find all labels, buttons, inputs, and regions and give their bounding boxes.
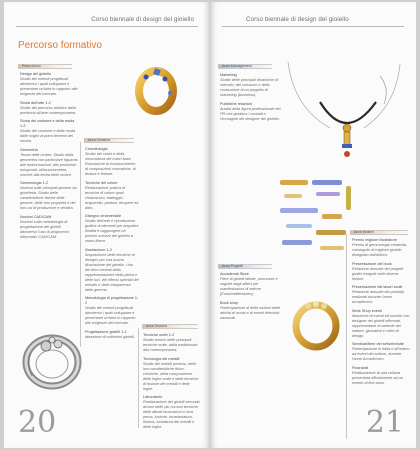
column-area-management <box>220 73 282 125</box>
book-spread <box>4 2 416 448</box>
column-area-tecnica <box>143 333 201 434</box>
course-entry: Illustrazione 1-2 Acquisizione delle tecniche di disegno per una buona illustrazione del gioiello. Uno dei temi centrali della rappresentazione della pietra e delle luci, dei riflessi speciali del metallo e della trasparenza delle gemme. <box>85 247 139 292</box>
course-entry: Nozioni CAD/CAM Nozioni sulla metodologia di progettazione dei gioielli attraverso l'uso di programmi informatici CAD/CAM. <box>20 214 69 239</box>
column-divider <box>346 234 347 439</box>
course-entry: Laboratorio Realizzazione dei gioielli secondo alcune delle più comuni tecniche dalle attuali lavorazioni a cera persa, fusione, incastonatura, finitura, lucidatura dei metalli e delle leghe. <box>143 395 200 429</box>
course-entry: Storia del costume e della moda 1-2 Studio del costume e della moda dalle origini ai primi decenni del secolo. <box>20 119 76 143</box>
column-area-progetti <box>220 272 282 324</box>
tag-label: Area Management <box>222 64 252 68</box>
gold-ring-photo <box>288 292 344 352</box>
course-entry: Storia dell'arte 1-2 Studio del percorso artistico dalla preistoria all'arte contemporanea. <box>20 100 77 115</box>
running-head: Corso biennale di design del gioiello <box>246 16 349 23</box>
tag-label: Area Tecnica <box>146 324 167 328</box>
column-primo-anno <box>20 72 78 243</box>
course-entry: Presentazione dei lavori svolti Relazione annuale dei prototipi realizzati durante l'anno accademico. <box>352 285 405 304</box>
header-rule <box>16 26 198 27</box>
course-entry: Work Shop eventi Ideazione di eventi ed incontri con designer dei gioielli affermati, rappresentanti di aziende del settore, giornalisti e critici di design. <box>352 308 410 338</box>
tag-label: Area Mostre <box>354 230 374 234</box>
tag-label: Area Progetti <box>222 264 243 268</box>
tag-primo-anno <box>18 64 72 69</box>
page-number: 20 <box>18 405 57 440</box>
course-entry: Progettazione gioielli 1-2 Ideazione di collezioni gioielli. <box>85 329 135 339</box>
column-area-mostre <box>352 238 410 389</box>
course-entry: Finanziati Realizzazione di una collana presentata ufficialmente ad un evento di fine anno. <box>352 365 403 385</box>
course-entry: Disegno ornamentale Studio dell'arte e riproduzione grafica di elementi per acquisire fluidità e raggiungere un preciso schizzo del gioiello a mano libera. <box>85 214 139 243</box>
course-entry: Design del gioiello Studio dei metodi progettuali attraverso i quali sviluppare e presentare un'idea in rapporto alle esigenze del mercato. <box>20 72 78 96</box>
tag-label: Area Creativa <box>88 138 110 142</box>
left-page <box>4 2 210 448</box>
course-entry: Tecniche del colore Realizzazione pratica di tecniche di colore quali chiaroscuro, tratteggio, acquerello, pantoni, tempere ed altro. <box>85 180 139 210</box>
silver-ring-sketch <box>18 324 86 392</box>
column-divider <box>80 142 81 347</box>
course-entry: Pubbliche relazioni Analisi della figura professionale del PR che gestisce i contatti e l'immagine del designer del gioiello. <box>220 101 281 121</box>
course-entry: Cromatologia Studio dei colori e della mescolanza dei colori base. Educazione al riconoscimento di composizioni cromatiche, di texture e finiture. <box>85 147 136 176</box>
header-rule <box>222 26 404 27</box>
column-divider <box>138 328 139 428</box>
jewelry-pieces-sketch <box>276 176 356 258</box>
course-entry: Premio migliore illustratore Premio di gemmologia creatività, conseguito al migliore gioiello disegnato dall'allievo. <box>352 238 408 257</box>
course-entry: Tecnologia dei metalli Studio dei metalli preziosi, delle loro caratteristiche fisico-chimiche, della composizione delle leghe orafe e delle tecniche di fusione dei metalli e delle leghe. <box>143 356 199 391</box>
tag-area-mostre <box>350 230 408 235</box>
course-entry: Gemmologia 1-2 Nozioni sulle principali gemme da gioielleria. Studio delle caratteristiche fisiche delle gemme, delle loro proprietà e dei loro usi di produzione e vendita. <box>20 181 77 210</box>
course-entry: Tecniche orafe 1-2 Studio teorico delle principali tecniche orafe, dalla tradizionale alla contemporanea. <box>143 333 198 352</box>
section-title: Percorso formativo <box>18 40 102 51</box>
course-entry: Presentazione del book Relazione annuale dei progetti grafici eseguiti nelle diverse lezioni. <box>352 261 404 281</box>
tag-area-progetti <box>218 264 272 269</box>
course-entry: Seminari/fiere del settore/visite Partecipazione in Italia o all'estero ad eventi del settore, durante l'anno Accademico. <box>352 342 410 361</box>
course-entry: Metodologia di progettazione 1-2 Studio dei metodi progettuali attraverso i quali sviluppare e presentare un'idea in rapporto alle esigenze del mercato. <box>85 296 139 325</box>
column-area-creativa <box>85 147 139 343</box>
page-number: 21 <box>365 405 404 440</box>
tag-label: Primo Anno <box>22 64 41 68</box>
necklace-illustration <box>280 58 412 170</box>
course-entry: Accademia Store Fiere di gioielli ideate, promosse e seguite dagli allievi per manifestazioni di settore (Euromediterraneo). <box>220 272 278 296</box>
course-entry: Book shop Partecipazione di delle sezioni delle attività di moda e di eventi televisivi nazionali. <box>220 300 281 320</box>
tag-area-tecnica <box>142 324 198 329</box>
course-entry: Geometria Teoria delle ombre. Studio della geometria con particolare riguardo alle trasformazioni, alle proiezioni ortogonali, all'assonometria, nonché alla teoria delle ombre. <box>20 147 78 177</box>
running-head: Corso biennale di design del gioiello <box>91 16 194 23</box>
tag-area-creativa <box>84 138 134 143</box>
gold-ring-image <box>132 57 184 117</box>
course-entry: Marketing Studio delle principali dinamiche di mercato, del consumo e della costruzione di un progetto di marketing (business). <box>220 73 279 97</box>
tag-area-management <box>218 64 272 69</box>
right-page <box>210 2 416 448</box>
